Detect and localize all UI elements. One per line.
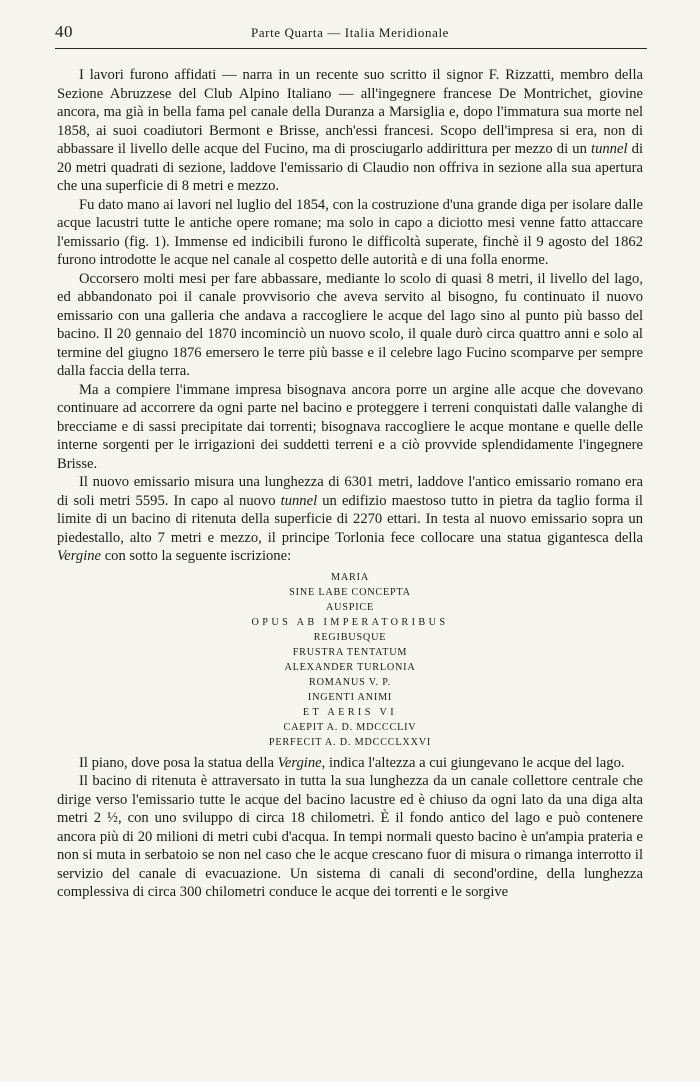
- paragraph-1-tail: di 20 metri quadrati di sezione, laddove l'emissario di Claudio non offriva in sezione alla sua apertura che una superficie di 8 metri e mezzo.: [57, 141, 643, 194]
- inscription-line: FRUSTRA TENTATUM: [292, 646, 408, 658]
- paragraph-7: Il bacino di ritenuta è attraversato in tutta la sua lunghezza da un canale collettore centrale che dirige verso l'emissario tutte le acque del bacino lacustre ed è chiuso da ogni lato da una diga alta metri 2 ½, con uno sviluppo di circa 18 chilometri. È il fondo antico del lago e può contenere ancora più di 20 milioni di metri cubi d'acqua. In tempi normali questo bacino è un'ampia prateria e non si muta in serbatoio se non nel caso che le acque crescano fuor di misura o rimanga interrotto il servizio del canale di evacuazione. Un sistema di canali di second'ordine, della lunghezza complessiva di circa 300 chilometri conduce le acque dei torrenti e le sorgive: [57, 773, 643, 900]
- paragraph-6-italic: Vergine: [277, 754, 322, 771]
- paragraph-5-italic-2: Vergine: [57, 548, 102, 564]
- main-text: [57, 66, 643, 902]
- inscription-line: MARIA: [331, 571, 369, 583]
- paragraph-2: Fu dato mano ai lavori nel luglio del 1854, con la costruzione d'una grande diga per isolare dalle acque lacustri tutte le antiche opere romane; ma solo in capo a diciotto mesi venne fatto attaccare l'emissario (fig. 1). Immense ed indicibili furono le difficoltà superate, finchè il 9 agosto del 1862 furono introdotte le acque nel canale al cospetto delle autorità e di una folla enorme.: [57, 196, 643, 268]
- inscription-line: ROMANUS V. P.: [309, 676, 391, 688]
- inscription-line: SINE LABE CONCEPTA: [289, 586, 411, 598]
- paragraph-5-italic-1: tunnel: [280, 492, 318, 509]
- paragraph-1-text: I lavori furono affidati — narra in un recente suo scritto il signor F. Rizzatti, membro della Sezione Abruzzese del Club Alpino Italiano — all'ingegnere francese De Montrichet, giovine ancora, ma già in bella fama pel canale della Duranza a Marsiglia e, dopo l'immatura sua morte nel 1858, ai suoi coadiutori Bermont e Brisse, anch'essi francesi. Scopo dell'impresa si era, non di abbassare il livello delle acque del Fucino, ma di prosciugarlo addirittura per mezzo di un: [57, 67, 643, 157]
- inscription-line: REGIBUSQUE: [313, 631, 387, 643]
- header-rule: [55, 48, 647, 49]
- inscription-line: ALEXANDER TURLONIA: [284, 661, 416, 673]
- paragraph-6-text-a: Il piano, dove posa la statua della: [79, 754, 274, 771]
- paragraph-3: Occorsero molti mesi per fare abbassare, mediante lo scolo di quasi 8 metri, il livello del lago, ed abbandonato poi il canale provvisorio che aveva servito al bisogno, fu continuato il nuovo emissario con una galleria che andava a raccogliere le acque del lago sino al punto più basso del bacino. Il 20 gennaio del 1870 incominciò un nuovo scolo, il quale durò circa quattro anni e solo al termine del giugno 1876 emersero le terre più basse e il celebre lago Fucino scomparve per sempre dalla faccia della terra.: [57, 270, 643, 379]
- paragraph-5: [57, 473, 643, 566]
- inscription: [57, 570, 643, 750]
- page-header: [55, 22, 645, 44]
- paragraph-6: [57, 754, 643, 773]
- inscription-line: OPUS AB IMPERATORIBUS: [251, 616, 449, 628]
- paragraph-6-text-b: , indica l'altezza a cui giungevano le acque del lago.: [321, 754, 625, 771]
- inscription-line: AUSPICE: [325, 601, 375, 613]
- page-number: 40: [55, 22, 73, 41]
- paragraph-5-text-c: con sotto la seguente iscrizione:: [104, 548, 292, 564]
- inscription-line: CAEPIT A. D. MDCCCLIV: [283, 721, 417, 733]
- inscription-line: ET AERIS VI: [302, 706, 398, 718]
- running-head: Parte Quarta — Italia Meridionale: [250, 25, 450, 40]
- paragraph-1: [57, 66, 643, 196]
- inscription-line: PERFECIT A. D. MDCCCLXXVI: [268, 736, 432, 748]
- paragraph-5-text-b: un edifizio maestoso tutto in pietra da taglio forma il limite di un bacino di ritenuta della superficie di 2270 ettari. In testa al nuovo emissario sopra un piedestallo, alto 7 metri e mezzo, il principe Torlonia fece collocare una statua gigantesca della: [57, 492, 643, 546]
- paragraph-1-italic: tunnel: [591, 141, 628, 157]
- inscription-line: INGENTI ANIMI: [307, 691, 393, 703]
- paragraph-5-text-a: Il nuovo emissario misura una lunghezza di 6301 metri, laddove l'antico emissario romano era di soli metri 5595. In capo al nuovo: [57, 474, 643, 509]
- paragraph-4: Ma a compiere l'immane impresa bisognava ancora porre un argine alle acque che dovevano continuare ad accorrere da ogni parte nel bacino e proteggere i terreni conquistati dalle valanghe di brecciame e di sassi precipitate dai torrenti; bisognava raccogliere le acque montane e quelle delle interne sorgenti per le irrigazioni dei suddetti terreni e a ciò provvide splendidamente l'ingegnere Brisse.: [57, 381, 643, 472]
